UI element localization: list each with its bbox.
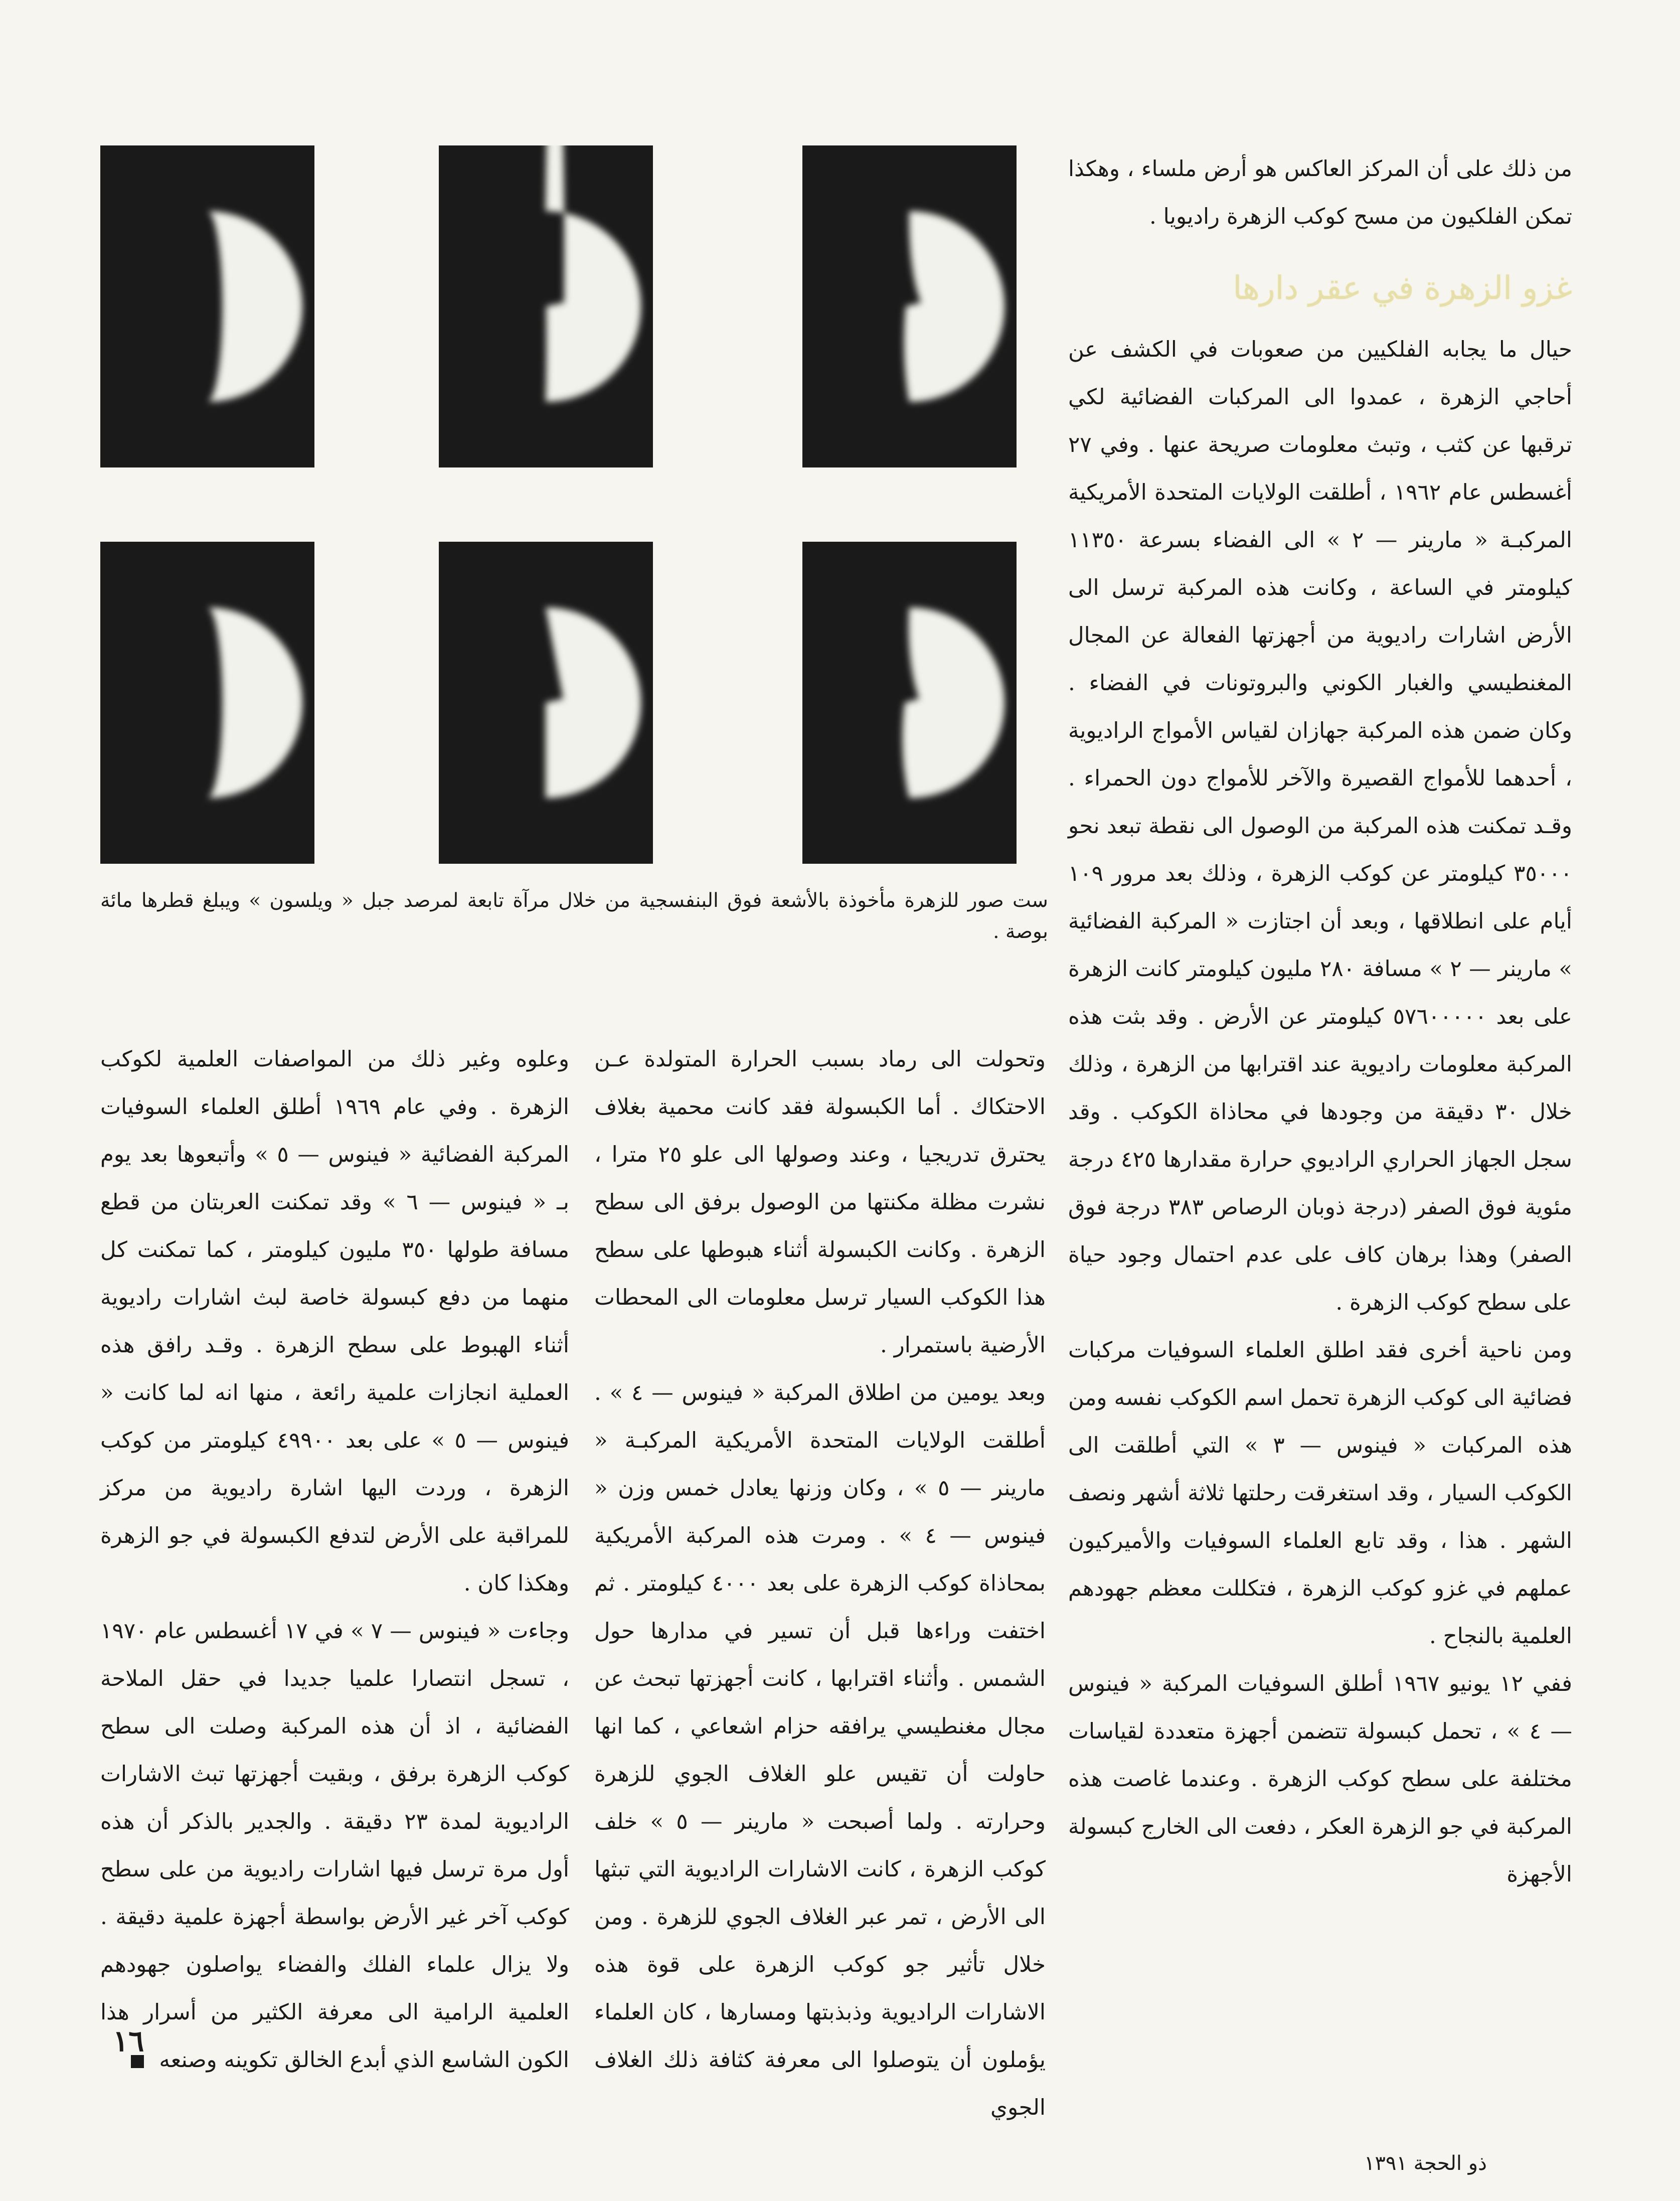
paragraph: ففي ١٢ يونيو ١٩٦٧ أطلق السوفيات المركبة « فينوس — ٤ » ، تحمل كبسولة تتضمن أجهزة متعددة لقياسات مختلفة على سطح كوكب الزهرة . وعندما غاصت هذه المركبة في جو الزهرة العكر ، دفعت الى الخارج كبسولة الأجهزة — [1068, 1671, 1572, 1887]
venus-crescent-2 — [439, 145, 653, 467]
venus-crescent-shape — [903, 607, 1004, 798]
page-number: ١٦ — [113, 2024, 144, 2058]
middle-column — [594, 1036, 1046, 2132]
venus-photo-6 — [100, 542, 314, 864]
venus-crescent-shape — [207, 607, 302, 798]
paragraph: وعلوه وغير ذلك من المواصفات العلمية لكوكب الزهرة . وفي عام ١٩٦٩ أطلق العلماء السوفيات المركبة الفضائية « فينوس — ٥ » وأتبعوها بعد يوم بـ « فينوس — ٦ » وقد تمكنت العربتان من قطع مسافة طولها ٣٥٠ مليون كيلومتر ، كما تمكنت كل منهما من دفع كبسولة خاصة لبث اشارات راديوية أثناء الهبوط على سطح الزهرة . وقـد رافق هذه العملية انجازات علمية رائعة ، منها انه لما كانت « فينوس — ٥ » على بعد ٤٩٩٠٠ كيلومتر من كوكب الزهرة ، وردت اليها اشارة راديوية من مركز للمراقبة على الأرض لتدفع الكبسولة في جو الزهرة وهكذا كان . — [100, 1047, 569, 1596]
left-column — [100, 1036, 569, 2084]
venus-photo-3 — [100, 145, 314, 467]
venus-photo-5 — [439, 542, 653, 864]
paragraph-text: وجاءت « فينوس — ٧ » في ١٧ أغسطس عام ١٩٧٠ ، تسجل انتصارا علميا جديدا في حقل الملاحة الفضائية ، اذ أن هذه المركبة وصلت الى سطح كوكب الزهرة برفق ، وبقيت أجهزتها تبث الاشارات الراديوية لمدة ٢٣ دقيقة . والجدير بالذكر أن هذه أول مرة ترسل فيها اشارات راديوية من على سطح كوكب آخر غير الأرض بواسطة أجهزة علمية دقيقة . ولا يزال علماء الفلك والفضاء يواصلون جهودهم العلمية الرامية الى معرفة الكثير من أسرار هذا الكون الشاسع الذي أبدع الخالق تكوينه وصنعه — [100, 1619, 569, 2073]
venus-crescent-4 — [802, 542, 1017, 864]
venus-crescent-shape — [546, 145, 641, 402]
venus-crescent-3 — [100, 145, 314, 467]
venus-crescent-1 — [802, 145, 1017, 467]
venus-photo-4 — [802, 542, 1017, 864]
venus-crescent-shape — [546, 607, 641, 798]
paragraph — [100, 1608, 569, 2084]
paragraph: ومن ناحية أخرى فقد اطلق العلماء السوفيات مركبات فضائية الى كوكب الزهرة تحمل اسم الكوكب نفسه ومن هذه المركبات « فينوس — ٣ » التي أطلقت الى الكوكب السيار ، وقد استغرقت رحلتها ثلاثة أشهر ونصف الشهر . هذا ، وقد تابع العلماء السوفيات والأميركيون عملهم في غزو كوكب الزهرة ، فتكللت معظم جهودهم العلمية بالنجاح . — [1068, 1338, 1572, 1649]
paragraph: وتحولت الى رماد بسبب الحرارة المتولدة عـن الاحتكاك . أما الكبسولة فقد كانت محمية بغلاف يحترق تدريجيا ، وعند وصولها الى علو ٢٥ مترا ، نشرت مظلة مكنتها من الوصول برفق الى سطح الزهرة . وكانت الكبسولة أثناء هبوطها على سطح هذا الكوكب السيار ترسل معلومات الى المحطات الأرضية باستمرار . — [594, 1047, 1046, 1358]
intro-paragraph: من ذلك على أن المركز العاكس هو أرض ملساء ، وهكذا تمكن الفلكيون من مسح كوكب الزهرة راديويا . — [1068, 156, 1572, 229]
photo-caption: ست صور للزهرة مأخوذة بالأشعة فوق البنفسجية من خلال مرآة تابعة لمرصد جبل « ويلسون » ويبلغ قطرها مائة بوصة . — [100, 889, 1048, 943]
paragraph: حيال ما يجابه الفلكيين من صعوبات في الكشف عن أحاجي الزهرة ، عمدوا الى المركبات الفضائية لكي ترقبها عن كثب ، وتبث معلومات صريحة عنها . وفي ٢٧ أغسطس عام ١٩٦٢ ، أطلقت الولايات المتحدة الأمريكية المركبـة « مارينر — ٢ » الى الفضاء بسرعة ١١٣٥٠ كيلومتر في الساعة ، وكانت هذه المركبة ترسل الى الأرض اشارات راديوية من أجهزتها الفعالة عن المجال المغنطيسي والغبار الكوني والبروتونات في الفضاء . وكان ضمن هذه المركبة جهازان لقياس الأمواج الراديوية ، أحدهما للأمواج القصيرة والآخر للأمواج دون الحمراء . وقـد تمكنت هذه المركبة من الوصول الى نقطة تبعد نحو ٣٥٠٠٠ كيلومتر عن كوكب الزهرة ، وذلك بعد مرور ١٠٩ أيام على انطلاقها ، وبعد أن اجتازت « المركبة الفضائية » مارينر — ٢ » مسافة ٢٨٠ مليون كيلومتر كانت الزهرة على بعد ٥٧٦٠٠٠٠٠ كيلومتر عن الأرض . وقد بثت هذه المركبة معلومات راديوية عند اقترابها من الزهرة ، وذلك خلال ٣٠ دقيقة من وجودها في محاذاة الكوكب . وقد سجل الجهاز الحراري الراديوي حرارة مقدارها ٤٢٥ درجة مئوية فوق الصفر (درجة ذوبان الرصاص ٣٨٣ درجة فوق الصفر) وهذا برهان كاف على عدم احتمال وجود حياة على سطح كوكب الزهرة . — [1068, 337, 1572, 1315]
section-heading: غزو الزهرة في عقر دارها — [1233, 270, 1572, 307]
paragraph: وبعد يومين من اطلاق المركبة « فينوس — ٤ » . أطلقت الولايات المتحدة الأمريكية المركبـة « مارينر — ٥ » ، وكان وزنها يعادل خمس وزن « فينوس — ٤ » . ومرت هذه المركبة الأمريكية بمحاذاة كوكب الزهرة على بعد ٤٠٠٠ كيلومتر . ثم اختفت وراءها قبل أن تسير في مدارها حول الشمس . وأثناء اقترابها ، كانت أجهزتها تبحث عن مجال مغنطيسي يرافقه حزام اشعاعي ، كما انها حاولت أن تقيس علو الغلاف الجوي للزهرة وحرارته . ولما أصبحت « مارينر — ٥ » خلف كوكب الزهرة ، كانت الاشارات الراديوية التي تبثها الى الأرض ، تمر عبر الغلاف الجوي للزهرة . ومن خلال تأثير جو كوكب الزهرة على قوة هذه الاشارات الراديوية وذبذبتها ومسارها ، كان العلماء يؤملون أن يتوصلوا الى معرفة كثافة ذلك الغلاف الجوي — [594, 1380, 1046, 2120]
venus-photo-1 — [802, 145, 1017, 467]
venus-crescent-6 — [100, 542, 314, 864]
venus-photo-2 — [439, 145, 653, 467]
venus-crescent-5 — [439, 542, 653, 864]
venus-crescent-shape — [207, 211, 302, 402]
footer-date: ذو الحجة ١٣٩١ — [1364, 2152, 1487, 2175]
right-column — [1068, 145, 1572, 1899]
venus-crescent-shape — [904, 211, 1004, 402]
